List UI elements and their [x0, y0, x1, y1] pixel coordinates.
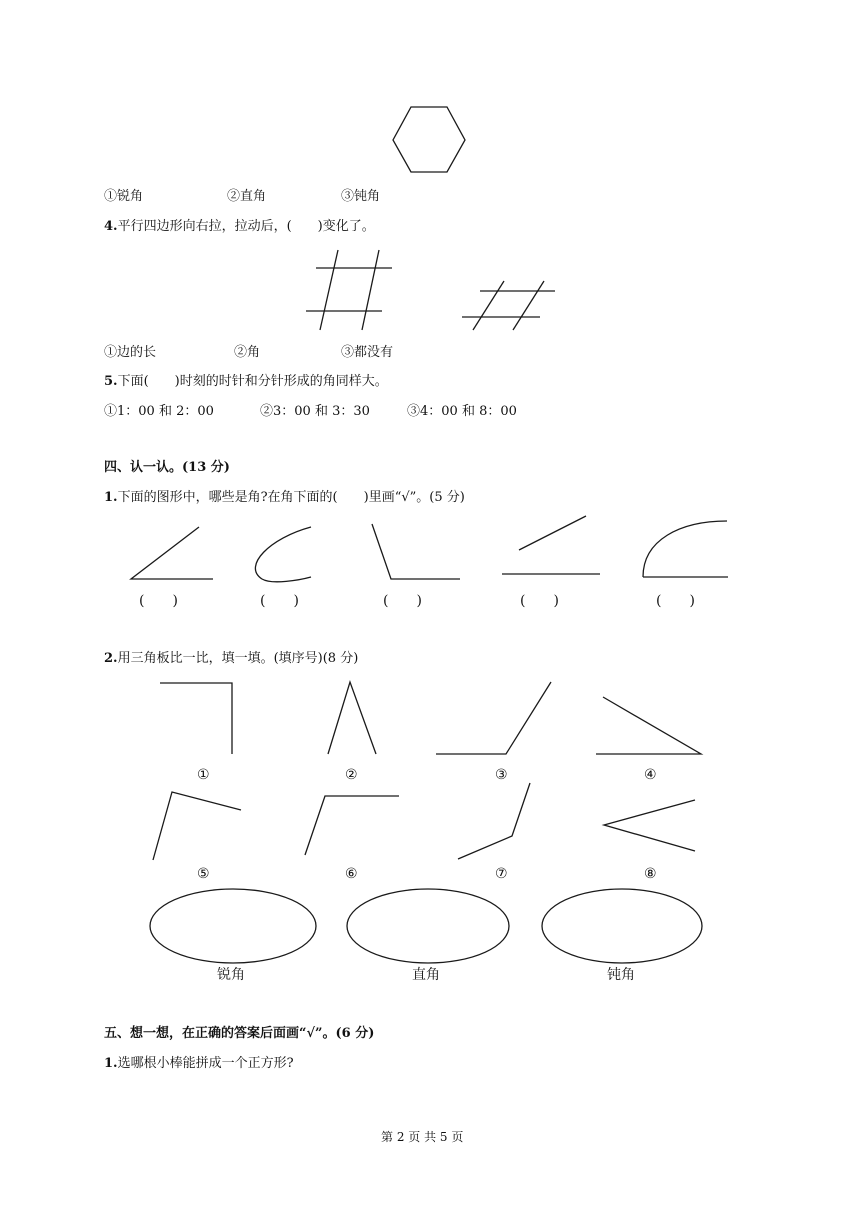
figure-e-arc	[643, 521, 728, 577]
s4q2-number: 2.	[104, 651, 118, 666]
obtuse-oval[interactable]	[542, 889, 702, 963]
q4-option-3: ③都没有	[341, 345, 394, 360]
angle-label-4: ④	[644, 767, 657, 783]
angle-label-7: ⑦	[495, 866, 508, 882]
figure-d-open-lines	[502, 516, 600, 574]
angle-label-6: ⑥	[345, 866, 358, 882]
q4-option-1: ①边的长	[104, 345, 157, 360]
q4-option-2: ②角	[234, 345, 261, 360]
acute-oval[interactable]	[150, 889, 316, 963]
q3-option-1: ①锐角	[104, 189, 144, 204]
q5-option-3: ③4：00 和 8：00	[407, 404, 517, 419]
q5-text: 下面( )时刻的时针和分针形成的角同样大。	[117, 374, 388, 389]
angle-4	[596, 697, 701, 754]
answer-paren-4[interactable]: ( )	[520, 593, 559, 609]
parallelogram-before-figure	[306, 250, 392, 330]
figure-a-angle	[131, 527, 213, 579]
section-4-title: 四、认一认。(13 分)	[104, 460, 230, 475]
q5-question	[104, 374, 388, 390]
category-right-label: 直角	[412, 967, 440, 983]
angle-3	[436, 682, 551, 754]
section-5-title: 五、想一想，在正确的答案后面画“√”。(6 分)	[104, 1026, 375, 1041]
angle-5	[153, 792, 241, 860]
q5-option-2: ②3：00 和 3：30	[260, 404, 370, 419]
section-4-q2	[104, 651, 358, 667]
q4-text: 平行四边形向右拉，拉动后，( )变化了。	[117, 219, 375, 234]
category-obtuse-label: 钝角	[607, 967, 635, 983]
figure-c-angle	[372, 524, 460, 579]
q5-number: 5.	[104, 374, 118, 389]
angle-8	[604, 800, 695, 851]
answer-paren-2[interactable]: ( )	[260, 593, 299, 609]
q3-option-3: ③钝角	[341, 189, 381, 204]
angle-label-3: ③	[495, 767, 508, 783]
s4q1-text: 下面的图形中，哪些是角?在角下面的( )里画“√”。(5 分)	[117, 490, 465, 505]
s4q2-text: 用三角板比一比，填一填。(填序号)(8 分)	[117, 651, 359, 666]
hexagon-figure	[393, 107, 465, 172]
q4-question	[104, 219, 375, 235]
angle-label-1: ①	[197, 767, 210, 783]
s4q1-number: 1.	[104, 490, 118, 505]
angle-2	[328, 682, 376, 754]
angle-label-8: ⑧	[644, 866, 657, 882]
page-footer: 第 2 页 共 5 页	[381, 1130, 464, 1144]
q3-option-2: ②直角	[227, 189, 267, 204]
angle-label-2: ②	[345, 767, 358, 783]
parallelogram-after-figure	[462, 281, 555, 330]
q5-option-1: ①1：00 和 2：00	[104, 404, 214, 419]
s5q1-text: 选哪根小棒能拼成一个正方形?	[117, 1056, 294, 1071]
angle-7	[458, 783, 530, 859]
angle-1	[160, 683, 232, 754]
section-4-q1	[104, 490, 465, 506]
s5q1-number: 1.	[104, 1056, 118, 1071]
angle-6	[305, 796, 399, 855]
answer-paren-1[interactable]: ( )	[139, 593, 178, 609]
answer-paren-5[interactable]: ( )	[656, 593, 695, 609]
q4-number: 4.	[104, 219, 118, 234]
angle-label-5: ⑤	[197, 866, 210, 882]
category-acute-label: 锐角	[217, 967, 245, 983]
section-5-q1	[104, 1056, 294, 1072]
answer-paren-3[interactable]: ( )	[383, 593, 422, 609]
figure-b-curve	[255, 527, 311, 582]
right-oval[interactable]	[347, 889, 509, 963]
